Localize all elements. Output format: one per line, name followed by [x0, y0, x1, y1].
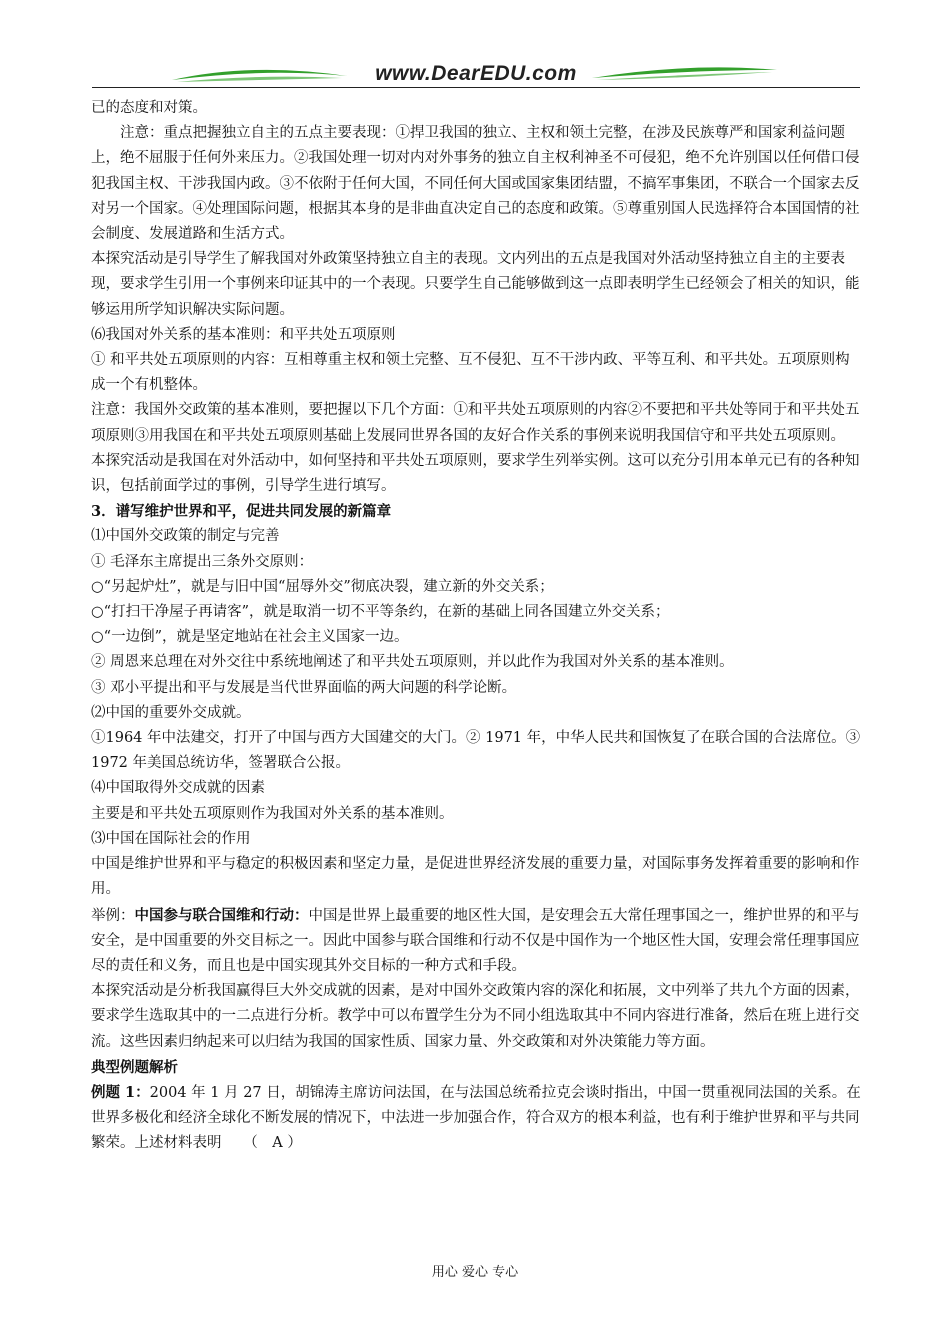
example-paragraph: [91, 903, 861, 980]
paragraph: ⑷中国取得外交成就的因素: [91, 780, 265, 797]
paragraph: ① 毛泽东主席提出三条外交原则：: [91, 553, 314, 570]
section-heading: 3．谱写维护世界和平，促进共同发展的新篇章: [91, 503, 392, 521]
example-text: 中国是世界上最重要的地区性大国，是安理会五大常任理事国之一，维护世界的和平与安全，是中国重要的外交目标之一。因此中国参与联合国维和行动不仅是中国作为一个地区性大国，安理会常任理事国应尽的责任和义务，而且也是中国实现其外交目标的一种方式和手段。: [91, 907, 860, 974]
problem-paragraph: [91, 1080, 861, 1157]
list-item: ○“打扫干净屋子再请客”，就是取消一切不平等条约，在新的基础上同各国建立外交关系；: [91, 604, 670, 621]
document-body: [91, 96, 861, 1157]
section-heading: 典型例题解析: [91, 1058, 178, 1076]
problem-text: 2004 年 1 月 27 日，胡锦涛主席访问法国，在与法国总统希拉克会谈时指出，中国一贯重视同法国的关系。在世界多极化和经济全球化不断发展的情况下，中法进一步加强合作，符合双方的根本利益，也有利于维护世界和平与共同繁荣。上述材料表明 （ A ）: [91, 1084, 861, 1152]
page-footer: 用心 爱心 专心: [431, 1265, 519, 1280]
paragraph: 中国是维护世界和平与稳定的积极因素和坚定力量，是促进世界经济发展的重要力量，对国际事务发挥着重要的影响和作用。: [91, 856, 860, 898]
paragraph: 注意：我国外交政策的基本准则，要把握以下几个方面：①和平共处五项原则的内容②不要把和平共处等同于和平共处五项原则③用我国在和平共处五项原则基础上发展同世界各国的友好合作关系的事例来说明我国信守和平共处五项原则。: [91, 402, 860, 444]
paragraph: 本探究活动是我国在对外活动中，如何坚持和平共处五项原则，要求学生列举实例。这可以充分引用本单元已有的各种知识，包括前面学过的事例，引导学生进行填写。: [91, 452, 860, 495]
paragraph: ① 和平共处五项原则的内容：互相尊重主权和领土完整、互不侵犯、互不干涉内政、平等互利、和平共处。五项原则构成一个有机整体。: [91, 352, 850, 394]
paragraph: ② 周恩来总理在对外交往中系统地阐述了和平共处五项原则，并以此作为我国对外关系的基本准则。: [91, 654, 734, 671]
paragraph: 本探究活动是分析我国赢得巨大外交成就的因素，是对中国外交政策内容的深化和拓展，文中列举了共九个方面的因素，要求学生选取其中的一二点进行分析。教学中可以布置学生分为不同小组选取其中不同内容进行准备，然后在班上进行交流。这些因素归纳起来可以归结为我国的国家性质、国家力量、外交政策和对外决策能力等方面。: [91, 983, 860, 1050]
example-title: 中国参与联合国维和行动：: [134, 906, 309, 924]
paragraph: ③ 邓小平提出和平与发展是当代世界面临的两大问题的科学论断。: [91, 679, 517, 696]
paragraph: 主要是和平共处五项原则作为我国对外关系的基本准则。: [91, 805, 454, 822]
paragraph: 已的态度和对策。: [91, 100, 207, 116]
paragraph: ⑵中国的重要外交成就。: [91, 704, 251, 721]
paragraph: ⑹我国对外关系的基本准则：和平共处五项原则: [91, 326, 396, 343]
header-rule: [92, 87, 860, 88]
paragraph: ⑴中国外交政策的制定与完善: [91, 528, 280, 545]
example-lead: 举例：: [91, 907, 135, 924]
list-item: ○“另起炉灶”，就是与旧中国“屈辱外交”彻底决裂，建立新的外交关系；: [91, 578, 554, 595]
paragraph: ⑶中国在国际社会的作用: [91, 830, 251, 847]
list-item: ○“一边倒”，就是坚定地站在社会主义国家一边。: [91, 629, 409, 646]
problem-label: 例题 1：: [91, 1083, 150, 1101]
paragraph: 注意：重点把握独立自主的五点主要表现：①捍卫我国的独立、主权和领土完整，在涉及民族尊严和国家利益问题上，绝不屈服于任何外来压力。②我国处理一切对内对外事务的独立自主权利神圣不可侵犯，绝不允许别国以任何借口侵犯我国主权、干涉我国内政。③不依附于任何大国，不同任何大国或国家集团结盟，不搞军事集团，不联合一个国家去反对另一个国家。④处理国际问题，根据其本身的是非曲直决定自己的态度和政策。⑤尊重别国人民选择符合本国国情的社会制度、发展道路和生活方式。: [91, 125, 860, 243]
site-url: www.DearEDU.com: [375, 62, 577, 85]
paragraph: ①1964 年中法建交，打开了中国与西方大国建交的大门。② 1971 年，中华人民共和国恢复了在联合国的合法席位。③ 1972 年美国总统访华，签署联合公报。: [91, 730, 861, 772]
paragraph: 本探究活动是引导学生了解我国对外政策坚持独立自主的表现。文内列出的五点是我国对外活动坚持独立自主的主要表现，要求学生引用一个事例来印证其中的一个表现。只要学生自己能够做到这一点即表明学生已经领会了相关的知识，能够运用所学知识解决实际问题。: [91, 251, 860, 318]
